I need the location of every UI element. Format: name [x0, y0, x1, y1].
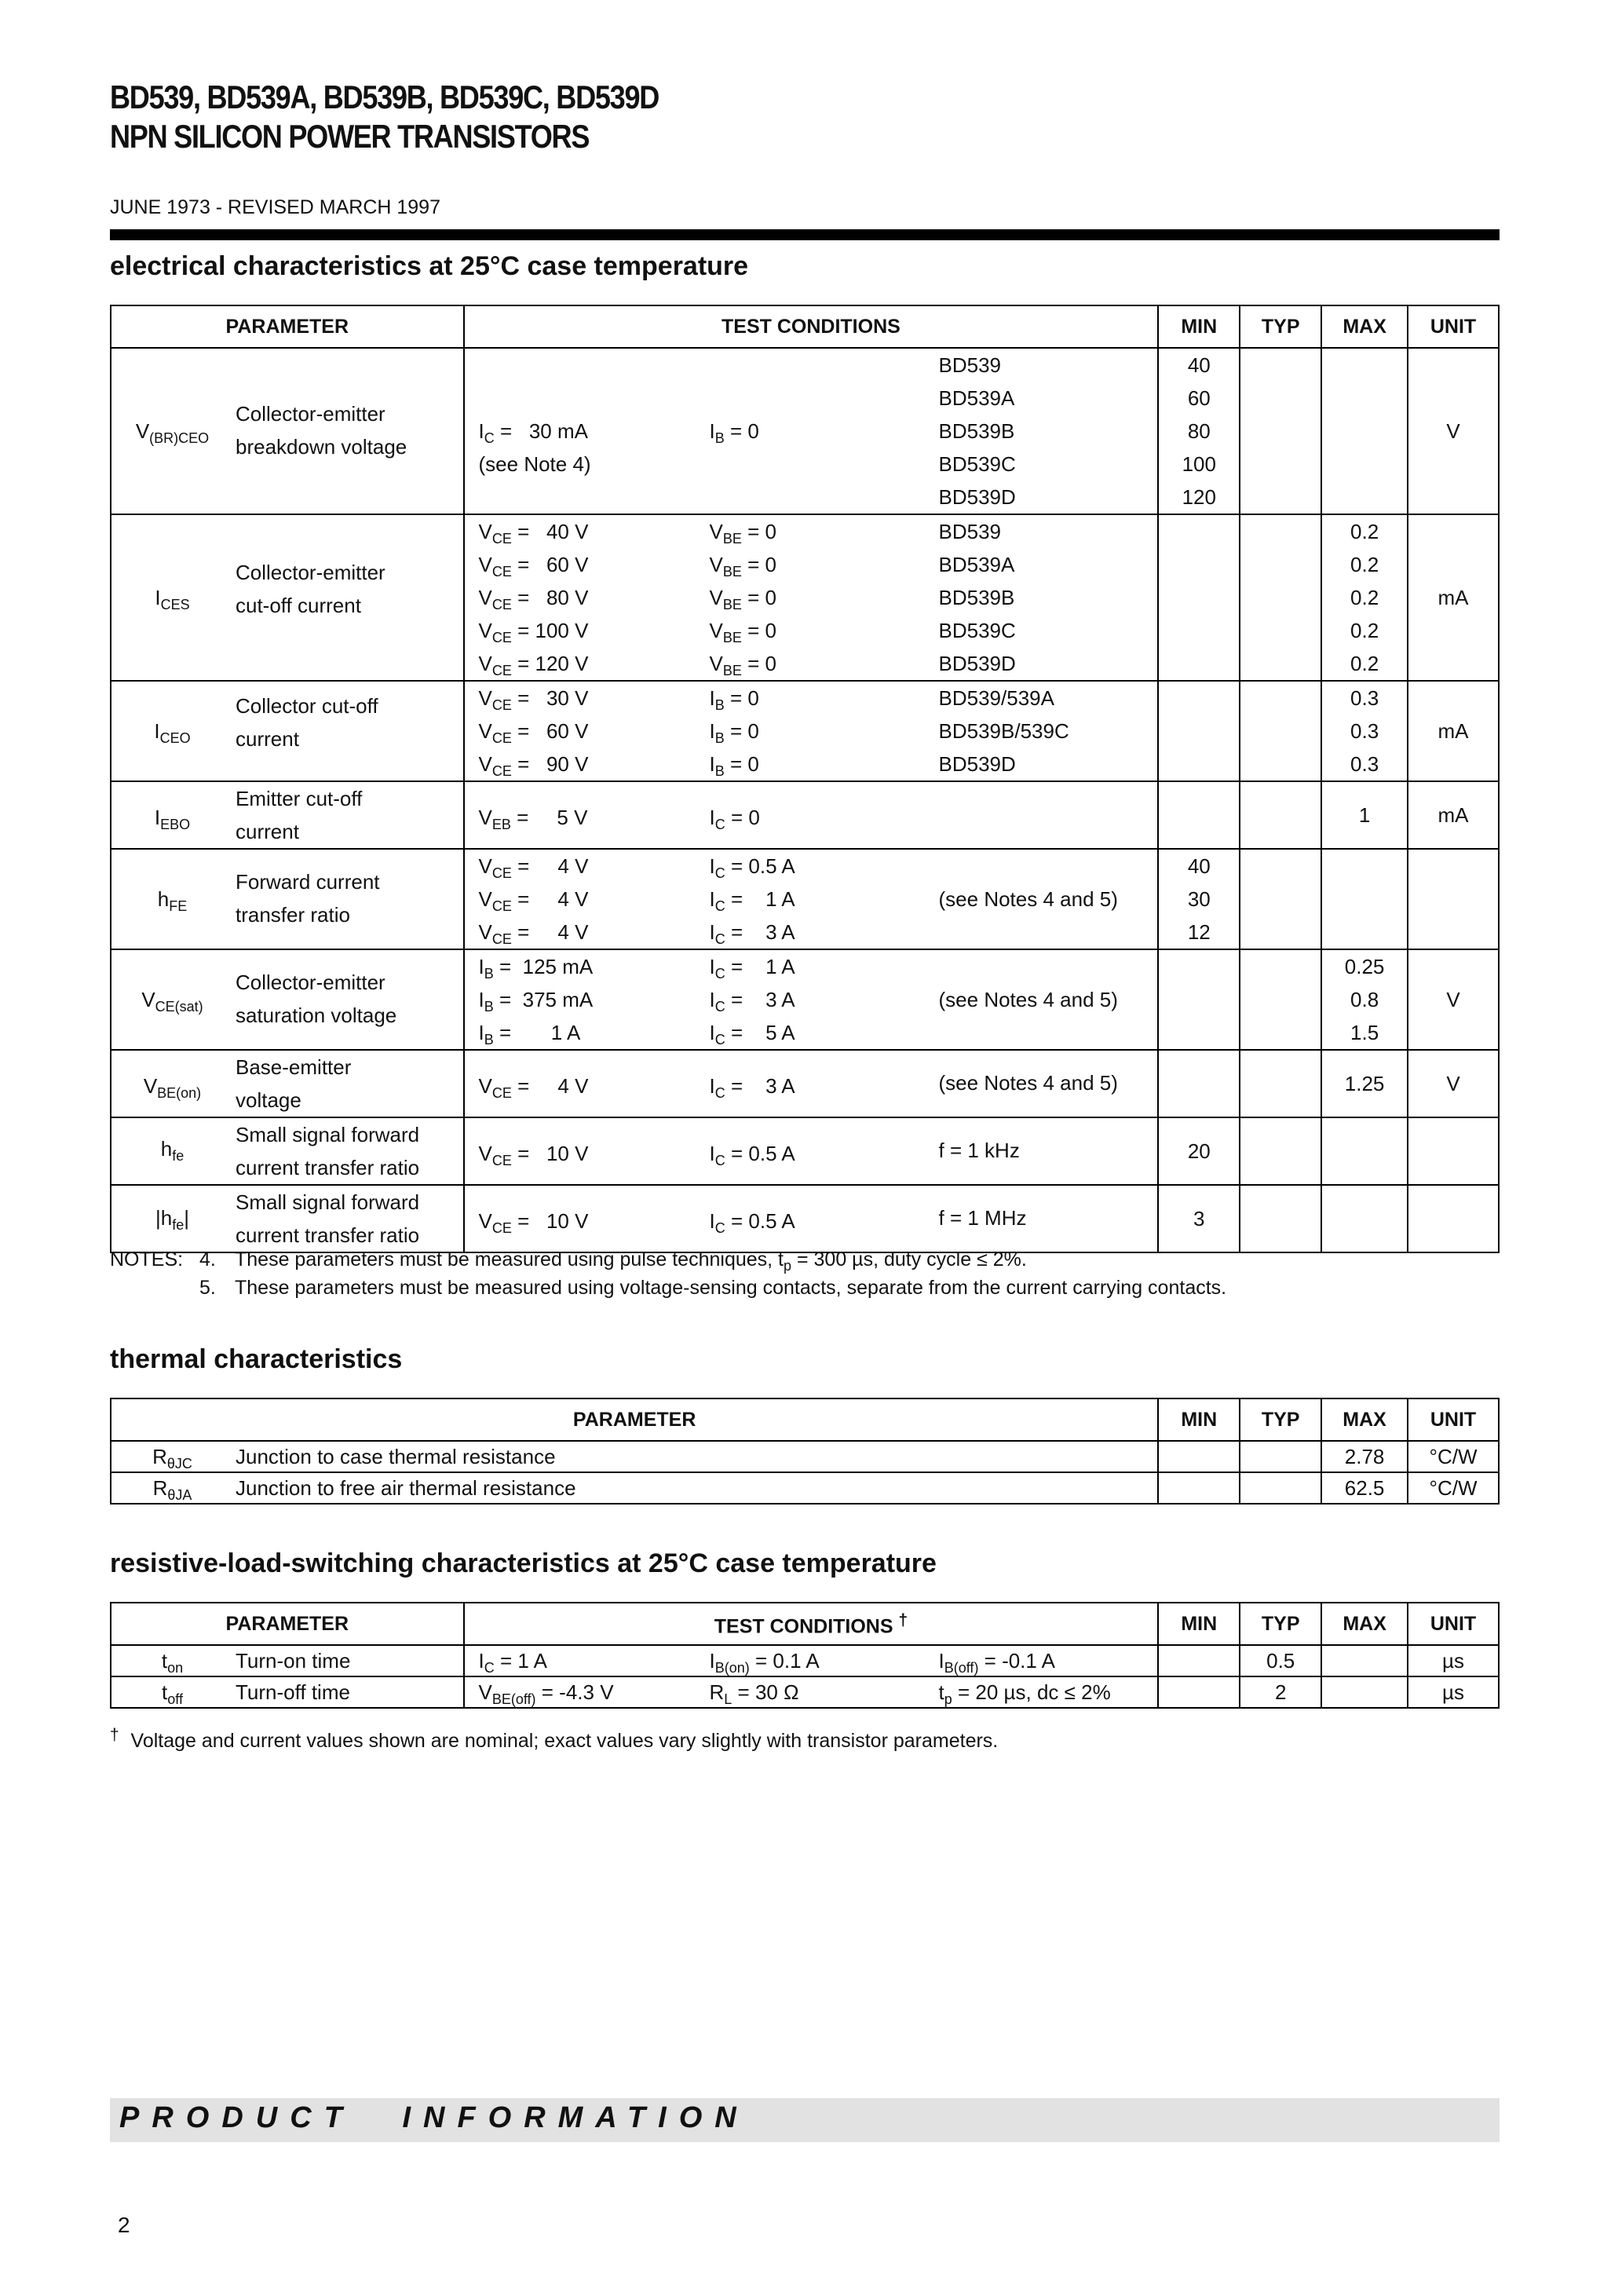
col-parameter: PARAMETER: [111, 305, 464, 348]
conditions-cell: [464, 681, 1159, 781]
min-cell: [1158, 1050, 1240, 1117]
col-max: MAX: [1321, 1603, 1408, 1645]
cond-1: $V_{BE(off)} = -4.3$ V: [478, 1680, 614, 1707]
table-row: [111, 514, 1499, 681]
min-cell: 20: [1158, 1117, 1240, 1185]
cond-ic: $I_C = 0.5$ A: [709, 1142, 795, 1168]
param-cell: [111, 1185, 464, 1252]
cond-ic: $I_C = 30$ mA: [478, 419, 588, 446]
footnote-dagger: †: [110, 1726, 119, 1744]
param-desc: Base-emitter voltage: [236, 1055, 352, 1112]
thermal-heading: thermal characteristics: [110, 1344, 403, 1374]
electrical-heading: electrical characteristics at 25°C case temperature: [110, 251, 749, 281]
min-cell: [1158, 1645, 1240, 1676]
vbe-list: $V_{BE} = 0$ $V_{BE} = 0$ $V_{BE} = 0$ $V_{BE} = 0$ $V_{BE} = 0$: [709, 520, 776, 678]
page-number: 2: [118, 2213, 130, 2237]
table-row: [111, 1645, 1499, 1676]
cond-ic: $I_C$ = 3 A: [709, 1074, 795, 1101]
ib-list: $I_B = 0$ $I_B = 0$ $I_B = 0$: [709, 686, 759, 779]
unit-cell: [1408, 849, 1499, 949]
note-5: These parameters must be measured using voltage-sensing contacts, separate from the current carrying contacts.: [235, 1277, 1227, 1299]
typ-cell: [1240, 514, 1321, 681]
typ-cell: 2: [1240, 1676, 1321, 1708]
param-desc: Turn-on time: [236, 1649, 351, 1673]
thermal-header-row: [111, 1398, 1499, 1441]
max-cell: 1.25: [1321, 1050, 1408, 1117]
typ-cell: [1240, 849, 1321, 949]
min-cell: 3: [1158, 1185, 1240, 1252]
thermal-table: [110, 1398, 1500, 1504]
param-cell: [111, 681, 464, 781]
typ-cell: [1240, 1472, 1321, 1504]
table-row: [111, 1185, 1499, 1252]
unit-cell: mA: [1408, 781, 1499, 849]
doc-title-line1: BD539, BD539A, BD539B, BD539C, BD539D: [110, 79, 659, 115]
note-4: These parameters must be measured using pulse techniques, $t_p = 300$ µs, duty cycle ≤ 2%.: [235, 1249, 1027, 1274]
param-desc: Small signal forward current transfer ratio: [236, 1190, 420, 1247]
col-typ: TYP: [1240, 1603, 1321, 1645]
param-cell: [111, 1645, 464, 1676]
param-cell: [111, 1117, 464, 1185]
typ-cell: [1240, 781, 1321, 849]
param-symbol: $I_{CES}$: [155, 586, 190, 612]
param-desc: Forward current transfer ratio: [236, 870, 380, 927]
col-typ: TYP: [1240, 1398, 1321, 1441]
cond-freq: f = 1 kHz: [938, 1139, 1020, 1162]
col-unit: UNIT: [1408, 1603, 1499, 1645]
param-symbol: $V_{(BR)CEO}$: [135, 419, 210, 446]
param-cell: [111, 514, 464, 681]
param-cell: [111, 1441, 1158, 1472]
table-row: [111, 1676, 1499, 1708]
col-max: MAX: [1321, 305, 1408, 348]
param-symbol: $I_{EBO}$: [154, 806, 191, 832]
param-desc: Junction to free air thermal resistance: [236, 1476, 576, 1500]
unit-cell: mA: [1408, 681, 1499, 781]
cond-2: $I_{B(on)} = 0.1$ A: [709, 1649, 820, 1676]
cond-note: (see Notes 4 and 5): [938, 1071, 1118, 1095]
conditions-cell: [464, 1185, 1159, 1252]
table-row: [111, 348, 1499, 514]
max-cell: 0.3 0.3 0.3: [1321, 681, 1408, 781]
param-symbol: $h_{FE}$: [157, 887, 188, 914]
max-cell: [1321, 1645, 1408, 1676]
conditions-cell: [464, 1050, 1159, 1117]
min-cell: 40 30 12: [1158, 849, 1240, 949]
unit-cell: µs: [1408, 1676, 1499, 1708]
unit-cell: °C/W: [1408, 1441, 1499, 1472]
param-symbol: $R_{\theta JC}$: [152, 1445, 192, 1472]
ic-list: $I_C$ = 1 A $I_C$ = 3 A $I_C$ = 5 A: [709, 955, 795, 1047]
device-list: BD539 BD539A BD539B BD539C BD539D: [938, 520, 1016, 675]
typ-cell: 0.5: [1240, 1645, 1321, 1676]
unit-cell: °C/W: [1408, 1472, 1499, 1504]
product-info-label: PRODUCT INFORMATION: [119, 2101, 749, 2134]
revision-date: JUNE 1973 - REVISED MARCH 1997: [110, 196, 440, 218]
cond-vce: $V_{CE} = 10$ V: [478, 1142, 589, 1168]
col-parameter: PARAMETER: [111, 1398, 1158, 1441]
param-cell: [111, 781, 464, 849]
max-cell: [1321, 348, 1408, 514]
typ-cell: [1240, 1185, 1321, 1252]
col-unit: UNIT: [1408, 305, 1499, 348]
param-desc: Junction to case thermal resistance: [236, 1445, 556, 1468]
table-row: [111, 949, 1499, 1050]
conditions-cell: [464, 781, 1159, 849]
min-cell: [1158, 949, 1240, 1050]
cond-vce: $V_{CE} = 10$ V: [478, 1209, 589, 1236]
cond-note: (see Notes 4 and 5): [938, 988, 1118, 1011]
min-cell: [1158, 681, 1240, 781]
device-list: BD539/539A BD539B/539C BD539D: [938, 686, 1069, 776]
param-cell: [111, 1676, 464, 1708]
max-cell: 0.25 0.8 1.5: [1321, 949, 1408, 1050]
param-desc: Collector-emitter saturation voltage: [236, 971, 397, 1027]
electrical-table: [110, 305, 1500, 1253]
cond-ic: $I_C = 0$: [709, 806, 760, 832]
col-test-conditions: TEST CONDITIONS: [464, 305, 1159, 348]
min-cell: [1158, 1441, 1240, 1472]
notes-label: NOTES:: [110, 1249, 184, 1270]
device-list: BD539 BD539A BD539B BD539C BD539D: [938, 353, 1016, 509]
max-cell: [1321, 1117, 1408, 1185]
min-cell: [1158, 514, 1240, 681]
cond-3: $t_p = 20$ µs, dc ≤ 2%: [938, 1680, 1111, 1707]
switching-header-row: [111, 1603, 1499, 1645]
param-symbol: $t_{off}$: [162, 1680, 183, 1707]
cond-ic: $I_C = 0.5$ A: [709, 1209, 795, 1236]
param-symbol: $V_{BE(on)}$: [143, 1074, 202, 1101]
param-desc: Collector cut-off current: [236, 694, 378, 751]
ic-list: $I_C = 0.5$ A $I_C$ = 1 A $I_C$ = 3 A: [709, 854, 795, 947]
header-rule: [110, 229, 1500, 240]
conditions-cell: [464, 1645, 1159, 1676]
min-cell: [1158, 1472, 1240, 1504]
vce-list: $V_{CE} = 30$ V $V_{CE} = 60$ V $V_{CE} = 90$ V: [478, 686, 589, 779]
vce-list: $V_{CE} = 40$ V $V_{CE} = 60$ V $V_{CE} = 80$ V $V_{CE} = 100$ V $V_{CE} = 120$ V: [478, 520, 589, 678]
cond-ib: $I_B = 0$: [709, 419, 759, 446]
cond-note: (see Note 4): [478, 452, 591, 476]
min-cell: [1158, 781, 1240, 849]
unit-cell: [1408, 1185, 1499, 1252]
conditions-cell: [464, 514, 1159, 681]
unit-cell: mA: [1408, 514, 1499, 681]
conditions-cell: [464, 949, 1159, 1050]
unit-cell: µs: [1408, 1645, 1499, 1676]
max-cell: 2.78: [1321, 1441, 1408, 1472]
cond-veb: $V_{EB}$ = 5 V: [478, 806, 588, 832]
min-cell: [1158, 1676, 1240, 1708]
col-unit: UNIT: [1408, 1398, 1499, 1441]
switching-table: [110, 1602, 1500, 1709]
note-5-number: 5.: [199, 1277, 216, 1299]
typ-cell: [1240, 949, 1321, 1050]
ib-list: $I_B = 125$ mA $I_B = 375$ mA $I_B$ = 1 A: [478, 955, 594, 1047]
note-4-number: 4.: [199, 1249, 216, 1270]
table-row: [111, 681, 1499, 781]
unit-cell: V: [1408, 1050, 1499, 1117]
switching-footnote: [110, 1721, 998, 1755]
typ-cell: [1240, 1050, 1321, 1117]
dagger-mark: †: [898, 1611, 908, 1630]
cond-note: (see Notes 4 and 5): [938, 887, 1118, 911]
param-symbol: $I_{CEO}$: [154, 719, 191, 746]
param-desc: Collector-emitter breakdown voltage: [236, 402, 407, 459]
param-symbol: $h_{fe}$: [160, 1137, 184, 1164]
param-desc: Collector-emitter cut-off current: [236, 561, 385, 617]
col-min: MIN: [1158, 1603, 1240, 1645]
col-typ: TYP: [1240, 305, 1321, 348]
table-row: [111, 1117, 1499, 1185]
param-symbol: $t_{on}$: [161, 1649, 184, 1676]
doc-title-line2: NPN SILICON POWER TRANSISTORS: [110, 118, 590, 155]
param-cell: [111, 849, 464, 949]
cond-freq: f = 1 MHz: [938, 1206, 1027, 1230]
conditions-cell: [464, 849, 1159, 949]
table-row: [111, 849, 1499, 949]
table-row: [111, 1050, 1499, 1117]
unit-cell: V: [1408, 949, 1499, 1050]
param-symbol: $|h_{fe}|$: [155, 1206, 189, 1233]
param-symbol: $V_{CE(sat)}$: [141, 988, 203, 1015]
conditions-cell: [464, 348, 1159, 514]
max-cell: [1321, 1185, 1408, 1252]
conditions-cell: [464, 1676, 1159, 1708]
min-cell: 40 60 80 100 120: [1158, 348, 1240, 514]
cond-1: $I_C = 1$ A: [478, 1649, 547, 1676]
param-symbol: $R_{\theta JA}$: [152, 1476, 192, 1503]
col-min: MIN: [1158, 1398, 1240, 1441]
cond-3: $I_{B(off)} = -0.1$ A: [938, 1649, 1056, 1676]
notes: [110, 1245, 1227, 1302]
max-cell: [1321, 849, 1408, 949]
vce-list: $V_{CE}$ = 4 V $V_{CE}$ = 4 V $V_{CE}$ = 4 V: [478, 854, 589, 947]
col-max: MAX: [1321, 1398, 1408, 1441]
table-row: [111, 1472, 1499, 1504]
switching-heading: resistive-load-switching characteristics at 25°C case temperature: [110, 1548, 937, 1578]
cond-2: $R_L = 30$ Ω: [709, 1680, 799, 1707]
max-cell: 62.5: [1321, 1472, 1408, 1504]
cond-vce: $V_{CE}$ = 4 V: [478, 1074, 589, 1101]
max-cell: [1321, 1676, 1408, 1708]
param-cell: [111, 949, 464, 1050]
typ-cell: [1240, 1441, 1321, 1472]
typ-cell: [1240, 348, 1321, 514]
max-cell: 1: [1321, 781, 1408, 849]
unit-cell: [1408, 1117, 1499, 1185]
typ-cell: [1240, 681, 1321, 781]
param-cell: [111, 1472, 1158, 1504]
unit-cell: V: [1408, 348, 1499, 514]
col-parameter: PARAMETER: [111, 1603, 464, 1645]
param-desc: Emitter cut-off current: [236, 787, 363, 843]
param-desc: Turn-off time: [236, 1680, 350, 1704]
typ-cell: [1240, 1117, 1321, 1185]
table-row: [111, 1441, 1499, 1472]
col-test-conditions: TEST CONDITIONS †: [464, 1603, 1159, 1645]
footnote-text: Voltage and current values shown are nominal; exact values vary slightly with transistor parameters.: [130, 1730, 999, 1753]
max-cell: 0.2 0.2 0.2 0.2 0.2: [1321, 514, 1408, 681]
col-min: MIN: [1158, 305, 1240, 348]
param-cell: [111, 1050, 464, 1117]
conditions-cell: [464, 1117, 1159, 1185]
table-row: [111, 781, 1499, 849]
electrical-header-row: [111, 305, 1499, 348]
param-cell: [111, 348, 464, 514]
param-desc: Small signal forward current transfer ratio: [236, 1123, 420, 1179]
